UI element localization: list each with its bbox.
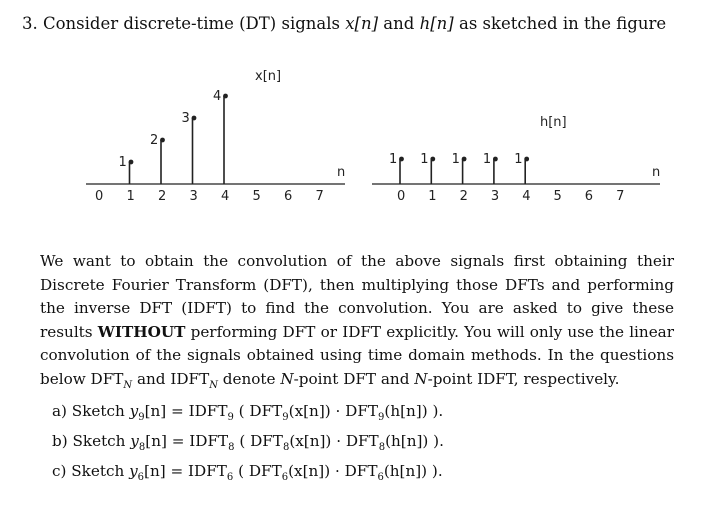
part-a <box>52 402 444 432</box>
stem-head <box>430 157 435 162</box>
stem-head <box>129 160 134 165</box>
part-label: c) Sketch <box>52 462 130 480</box>
paragraph-n-1: N <box>280 369 294 388</box>
signal-name: h[n] <box>540 115 567 130</box>
tick-label: 5 <box>553 189 562 204</box>
stem-head <box>160 138 165 143</box>
stem-head <box>223 94 228 99</box>
stem-head <box>462 157 467 162</box>
output-sub: 9 <box>138 412 145 424</box>
tick-label: 5 <box>252 189 261 204</box>
part-b <box>52 432 444 462</box>
value-label: 1 <box>514 152 523 167</box>
paragraph-text-2: performing DFT or IDFT explicitly. You will only use the linear convolution of the signals obtained using time domain methods. In the questions below DFT <box>40 322 674 388</box>
paragraph-sub-1: N <box>123 380 133 391</box>
value-label: 1 <box>482 152 492 167</box>
signal-name: x[n] <box>255 69 282 84</box>
expr-text: (x[n]) · DFT <box>288 402 379 420</box>
signal-x-ref: x[n] <box>345 14 379 33</box>
stem-head <box>524 157 529 162</box>
paragraph-text-4: denote <box>217 369 281 388</box>
tick-label: 7 <box>616 189 625 204</box>
paragraph-sub-2: N <box>209 380 218 391</box>
tick-label: 3 <box>490 189 500 204</box>
tick-label: 1 <box>428 189 437 204</box>
idft-sub: 6 <box>226 472 234 484</box>
part-label: a) Sketch <box>52 402 130 420</box>
stem-head <box>399 157 404 162</box>
dft-sub: 9 <box>378 412 385 424</box>
expr-text: (h[n]) ). <box>384 402 444 420</box>
signal-h-ref: h[n] <box>419 14 454 33</box>
idft-sub: 8 <box>228 442 235 454</box>
output-sub: 8 <box>138 442 146 454</box>
expr-text: [n] = IDFT <box>145 432 229 450</box>
output-sub: 6 <box>137 472 145 484</box>
value-label: 1 <box>118 155 127 170</box>
signals-figure <box>0 50 716 215</box>
problem-paragraph <box>40 250 674 398</box>
h-signal-plot <box>372 115 660 204</box>
tick-label: 1 <box>126 189 135 204</box>
dft-sub: 8 <box>282 442 290 454</box>
dft-sub: 8 <box>378 442 386 454</box>
tick-label: 0 <box>95 189 104 204</box>
dft-sub: 9 <box>282 412 289 424</box>
expr-text: (h[n]) ). <box>383 462 443 480</box>
axis-label-n: n <box>337 165 346 180</box>
question-header <box>22 14 666 33</box>
tick-label: 2 <box>158 189 167 204</box>
tick-label: 2 <box>459 189 468 204</box>
idft-sub: 9 <box>227 412 234 424</box>
value-label: 4 <box>213 89 222 104</box>
part-label: b) Sketch <box>52 432 131 450</box>
sub-questions <box>52 402 444 492</box>
paragraph-text-5: -point DFT and <box>293 369 415 388</box>
stem-head <box>192 116 197 121</box>
axis-label-n: n <box>652 165 661 180</box>
output-var: y <box>129 402 139 420</box>
tick-label: 4 <box>522 189 531 204</box>
paragraph-emphasis: WITHOUT <box>97 322 186 341</box>
output-var: y <box>130 432 139 450</box>
value-label: 1 <box>420 152 429 167</box>
dft-sub: 6 <box>281 472 289 484</box>
paragraph-text-6: -point IDFT, respectively. <box>427 369 620 388</box>
question-text-and: and <box>378 14 420 33</box>
output-var: y <box>129 462 138 480</box>
paragraph-text-3: and IDFT <box>132 369 210 388</box>
tick-label: 6 <box>284 189 293 204</box>
expr-text: [n] = IDFT <box>144 402 228 420</box>
value-label: 1 <box>451 152 460 167</box>
value-label: 1 <box>389 152 398 167</box>
tick-label: 0 <box>397 189 406 204</box>
expr-text: ( DFT <box>233 402 283 420</box>
dft-sub: 6 <box>377 472 384 484</box>
x-signal-plot <box>86 69 345 204</box>
question-text-pre: Consider discrete-time (DT) signals <box>43 14 346 33</box>
expr-text: [n] = IDFT <box>144 462 227 480</box>
expr-text: (x[n]) · DFT <box>289 432 379 450</box>
expr-text: ( DFT <box>233 462 282 480</box>
paragraph-n-2: N <box>414 369 428 388</box>
tick-label: 3 <box>189 189 198 204</box>
stem-head <box>493 157 498 162</box>
tick-label: 6 <box>584 189 594 204</box>
paragraph-text-1: We want to obtain the convolution of the above signals first obtaining their Discrete Fourier Transform (DFT), then multiplying those DFTs and performing the inverse DFT (IDFT) to find the convolution. You are asked to give these results <box>40 252 674 341</box>
question-number: 3. <box>22 14 38 33</box>
value-label: 2 <box>150 133 159 148</box>
value-label: 3 <box>181 111 190 126</box>
expr-text: (x[n]) · DFT <box>288 462 378 480</box>
question-text-post: as sketched in the figure <box>453 14 667 33</box>
tick-label: 4 <box>221 189 230 204</box>
expr-text: ( DFT <box>234 432 283 450</box>
tick-label: 7 <box>315 189 324 204</box>
expr-text: (h[n]) ). <box>385 432 444 450</box>
part-c <box>52 462 444 492</box>
